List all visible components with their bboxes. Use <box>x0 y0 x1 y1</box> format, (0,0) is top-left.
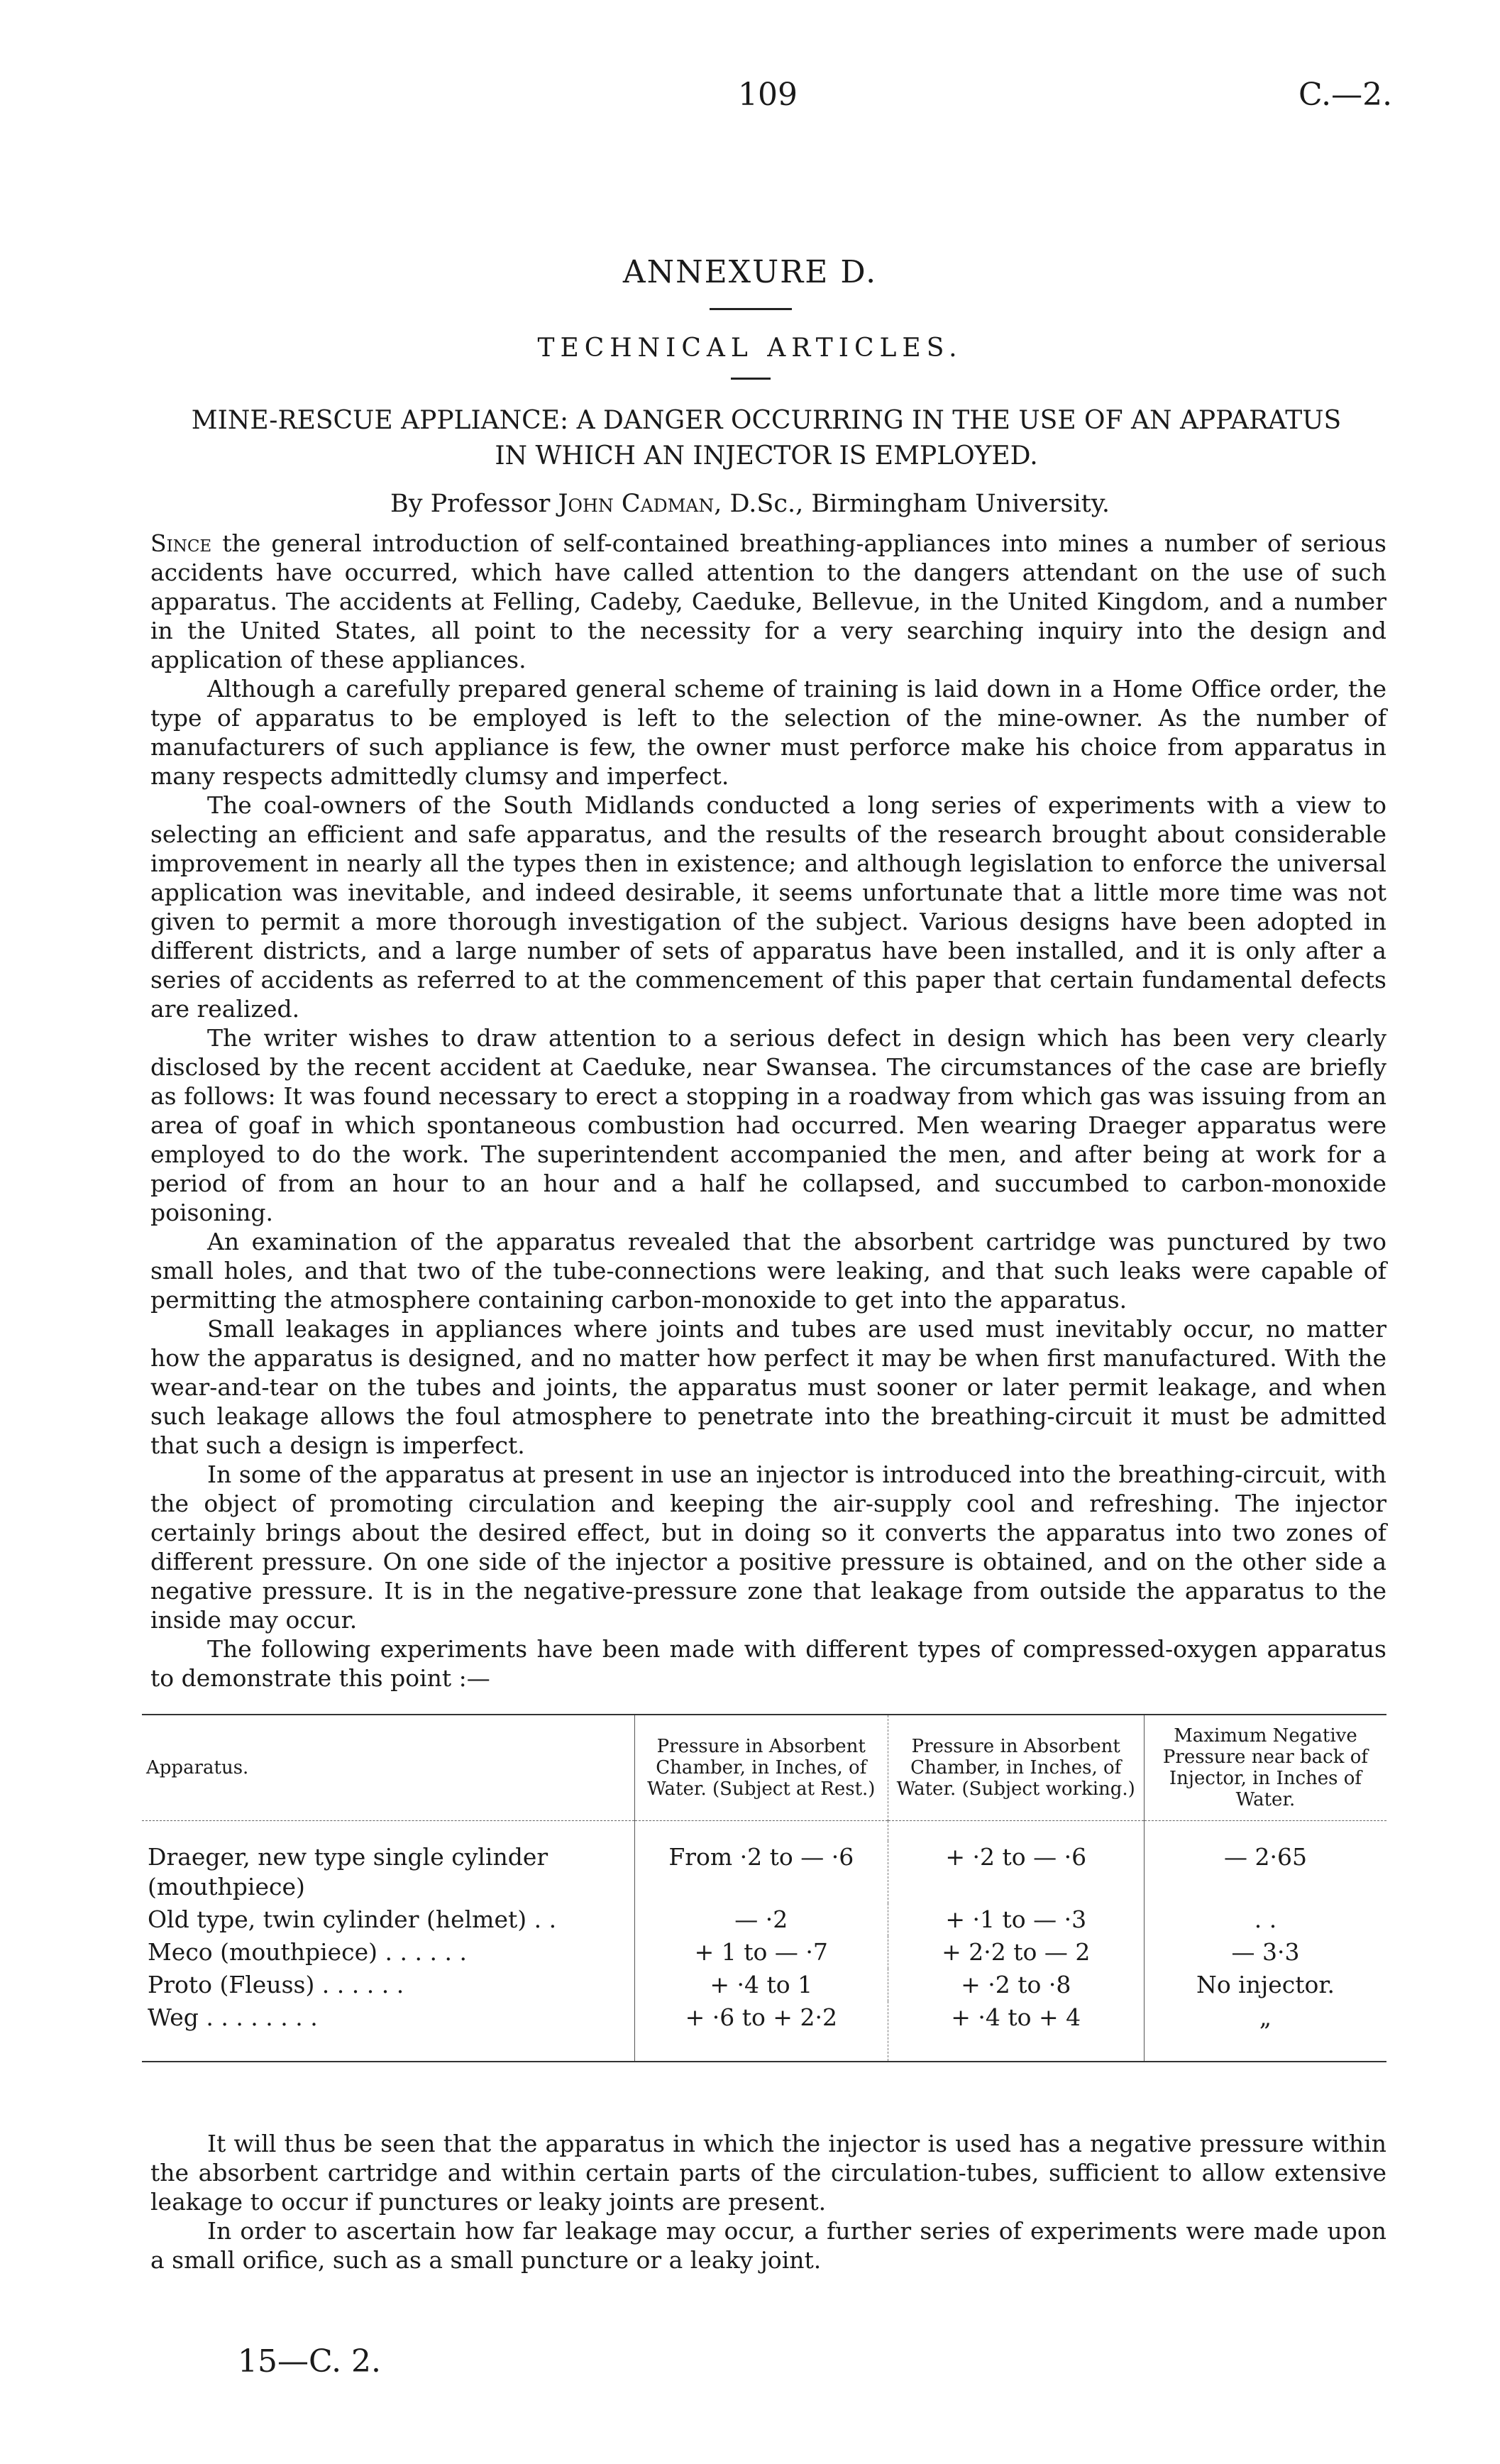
article-body <box>150 529 1386 1693</box>
paragraph: It will thus be seen that the apparatus in which the injector is used has a negative pressure within the absorbent cartridge and within certain parts of the circulation-tubes, sufficient to allow extensive leakage to occur if punctures or leaky joints are present. <box>150 2130 1386 2216</box>
cell-working: + ·2 to ·8 <box>888 1969 1144 2001</box>
cell-max-negative: — 3·3 <box>1144 1936 1386 1969</box>
cell-working: + ·4 to + 4 <box>888 2001 1144 2062</box>
page-number: 109 <box>738 77 798 113</box>
article-title-line: IN WHICH AN INJECTOR IS EMPLOYED. <box>495 441 1038 471</box>
cell-rest: — ·2 <box>635 1903 888 1936</box>
cell-max-negative: No injector. <box>1144 1969 1386 2001</box>
col-header-working: Pressure in Absorbent Chamber, in Inches, of Water. (Subject working.) <box>888 1715 1144 1821</box>
cell-rest: + 1 to — ·7 <box>635 1936 888 1969</box>
author-name: John Cadman <box>558 490 715 518</box>
cell-rest: + ·6 to + 2·2 <box>635 2001 888 2062</box>
drop-word: Since <box>150 529 212 557</box>
cell-apparatus: Meco (mouthpiece) . . . . . . <box>148 1938 467 1966</box>
divider-rule <box>731 378 771 380</box>
col-header-rest: Pressure in Absorbent Chamber, in Inches, of Water. (Subject at Rest.) <box>635 1715 888 1821</box>
cell-max-negative: . . <box>1144 1903 1386 1936</box>
table-row <box>142 1936 1386 1969</box>
byline-prefix: By Professor <box>390 490 551 518</box>
col-header-apparatus: Apparatus. <box>146 1757 249 1778</box>
document-code: C.—2. <box>1298 77 1393 113</box>
cell-apparatus: Proto (Fleuss) . . . . . . <box>148 1971 404 1998</box>
cell-rest: From ·2 to — ·6 <box>635 1841 888 1903</box>
byline-suffix: , D.Sc., Birmingham University. <box>714 490 1110 518</box>
article-title <box>142 403 1391 474</box>
divider-rule <box>710 308 792 310</box>
cell-apparatus: Old type, twin cylinder (helmet) . . <box>148 1905 557 1933</box>
signature-mark: 15—C. 2. <box>238 2343 382 2380</box>
cell-working: + ·2 to — ·6 <box>888 1841 1144 1903</box>
cell-working: + 2·2 to — 2 <box>888 1936 1144 1969</box>
cell-max-negative: „ <box>1144 2001 1386 2062</box>
table-row <box>142 1903 1386 1936</box>
article-title-line: MINE-RESCUE APPLIANCE: A DANGER OCCURRING IN THE USE OF AN APPARATUS <box>191 406 1342 435</box>
paragraph: The following experiments have been made with different types of compressed-oxygen apparatus to demonstrate this point :— <box>150 1635 1386 1692</box>
cell-apparatus: Draeger, new type single cylinder (mouthpiece) <box>148 1843 548 1901</box>
paragraph: An examination of the apparatus revealed that the absorbent cartridge was punctured by two small holes, and that two of the tube-connections were leaking, and that such leaks were capable of permitting the atmosphere containing carbon-monoxide to get into the apparatus. <box>150 1228 1386 1314</box>
section-heading: TECHNICAL ARTICLES. <box>537 334 963 363</box>
cell-rest: + ·4 to 1 <box>635 1969 888 2001</box>
paragraph: Although a carefully prepared general scheme of training is laid down in a Home Office order, the type of apparatus to be employed is left to the selection of the mine-owner. As the number of manufacturers of such appliance is few, the owner must perforce make his choice from apparatus in many respects admittedly clumsy and imperfect. <box>150 675 1386 790</box>
paragraph: The coal-owners of the South Midlands conducted a long series of experiments with a view to selecting an efficient and safe apparatus, and the results of the research brought about considerable improvement in nearly all the types then in existence; and although legislation to enforce the universal application was inevitable, and indeed desirable, it seems unfortunate that a little more time was not given to permit a more thorough investigation of the subject. Various designs have been adopted in different districts, and a large number of sets of apparatus have been installed, and it is only after a series of accidents as referred to at the commencement of this paper that certain fundamental defects are realized. <box>150 791 1386 1023</box>
col-header-max-negative: Maximum Negative Pressure near back of Injector, in Inches of Water. <box>1144 1715 1386 1821</box>
paragraph: In some of the apparatus at present in use an injector is introduced into the breathing-circuit, with the object of promoting circulation and keeping the air-supply cool and refreshing. The injector certainly brings about the desired effect, but in doing so it converts the apparatus into two zones of different pressure. On one side of the injector a positive pressure is obtained, and on the other side a negative pressure. It is in the negative-pressure zone that leakage from outside the apparatus to the inside may occur. <box>150 1461 1386 1634</box>
paragraph: Since the general introduction of self-contained breathing-appliances into mines a number of serious accidents have occurred, which have called attention to the dangers attendant on the use of such apparatus. The accidents at Felling, Cadeby, Caeduke, Bellevue, in the United Kingdom, and a number in the United States, all point to the necessity for a very searching inquiry into the design and application of these appliances. <box>150 529 1386 673</box>
experiment-table <box>142 1714 1386 2062</box>
table-row <box>142 1841 1386 1903</box>
table-row <box>142 2001 1386 2062</box>
annexure-heading: ANNEXURE D. <box>622 254 878 290</box>
paragraph: Small leakages in appliances where joints and tubes are used must inevitably occur, no matter how the apparatus is designed, and no matter how perfect it may be when first manufactured. With the wear-and-tear on the tubes and joints, the apparatus must sooner or later permit leakage, and when such leakage allows the foul atmosphere to penetrate into the breathing-circuit it must be admitted that such a design is imperfect. <box>150 1315 1386 1459</box>
concluding-text <box>150 2129 1386 2275</box>
cell-working: + ·1 to — ·3 <box>888 1903 1144 1936</box>
paragraph: In order to ascertain how far leakage may occur, a further series of experiments were made upon a small orifice, such as a small puncture or a leaky joint. <box>150 2217 1386 2274</box>
cell-max-negative: — 2·65 <box>1144 1841 1386 1903</box>
table-row <box>142 1969 1386 2001</box>
cell-apparatus: Weg . . . . . . . . <box>148 2003 318 2031</box>
paragraph: The writer wishes to draw attention to a serious defect in design which has been very clearly disclosed by the recent accident at Caeduke, near Swansea. The circumstances of the case are briefly as follows: It was found necessary to erect a stopping in a roadway from which gas was issuing from an area of goaf in which spontaneous combustion had occurred. Men wearing Draeger apparatus were employed to do the work. The superintendent accompanied the men, and after being at work for a period of from an hour to an hour and a half he collapsed, and succumbed to carbon-monoxide poisoning. <box>150 1024 1386 1226</box>
byline <box>0 490 1500 518</box>
